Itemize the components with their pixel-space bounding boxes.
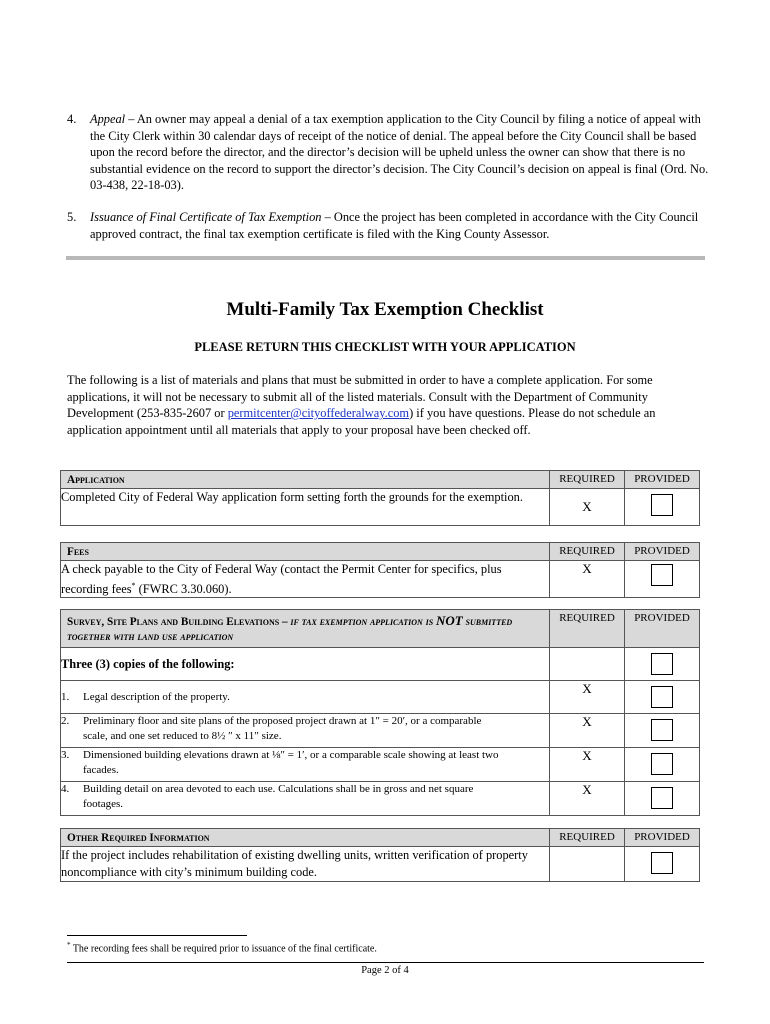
checklist-title: Multi-Family Tax Exemption Checklist	[226, 299, 544, 320]
permit-center-email-link[interactable]: permitcenter@cityoffederalway.com	[227, 406, 410, 421]
provided-header: PROVIDED	[625, 610, 700, 648]
provided-header: PROVIDED	[625, 471, 700, 489]
item-4-text: Appeal – An owner may appeal a denial of a tax exemption application to the City Council by filing a notice of appeal with the City Clerk within 30 calendar days of receipt of the notice of denial. The appeal before the City Council shall be based upon the record before the director, and the director’s decision will be upheld unless the owner can show that there is no substantial evidence on the record to support the director’s decision. The City Council’s decision on appeal is final (Ord. No. 03-438, 22-18-03).	[90, 112, 709, 193]
survey-item-3: 3. Dimensioned building elevations drawn at ⅛″ = 1′, or a comparable scale showing at least two facades.	[61, 748, 550, 782]
item-4-number: 4.	[67, 112, 77, 126]
copies-heading: Three (3) copies of the following:	[61, 648, 550, 681]
item-4-heading: Appeal	[90, 112, 126, 126]
fees-table	[60, 542, 700, 598]
provided-checkbox[interactable]	[651, 494, 673, 516]
required-mark: X	[550, 489, 625, 526]
provided-checkbox[interactable]	[651, 719, 673, 741]
provided-header: PROVIDED	[625, 543, 700, 561]
other-info-table	[60, 828, 700, 882]
survey-item-2: 2. Preliminary floor and site plans of the proposed project drawn at 1″ = 20′, or a comparable scale, and one set reduced to 8½ ″ x 11″ size.	[61, 714, 550, 748]
footnote-rule	[67, 935, 247, 936]
survey-item-1: 1. Legal description of the property.	[61, 681, 550, 714]
required-header: REQUIRED	[550, 829, 625, 847]
other-info-item: If the project includes rehabilitation of existing dwelling units, written verification of property noncompliance with city’s minimum building code.	[61, 847, 550, 882]
application-header: Application	[61, 471, 550, 489]
required-mark: X	[550, 782, 625, 816]
other-info-header: Other Required Information	[61, 829, 550, 847]
provided-checkbox[interactable]	[651, 753, 673, 775]
provided-checkbox[interactable]	[651, 564, 673, 586]
provided-header: PROVIDED	[625, 829, 700, 847]
required-header: REQUIRED	[550, 471, 625, 489]
provided-checkbox[interactable]	[651, 787, 673, 809]
footer-rule	[67, 962, 704, 963]
required-mark: X	[550, 561, 625, 598]
required-mark: X	[550, 714, 625, 748]
required-header: REQUIRED	[550, 610, 625, 648]
item-5-text: Issuance of Final Certificate of Tax Exemption – Once the project has been completed in accordance with the City Council approved contract, the final tax exemption certificate is filed with the King County Assessor.	[90, 210, 699, 241]
fees-header: Fees	[61, 543, 550, 561]
required-mark: X	[550, 681, 625, 714]
required-header: REQUIRED	[550, 543, 625, 561]
provided-checkbox[interactable]	[651, 686, 673, 708]
survey-table	[60, 609, 700, 816]
provided-checkbox[interactable]	[651, 653, 673, 675]
checklist-intro: The following is a list of materials and plans that must be submitted in order to have a complete application. For some applications, it will not be necessary to submit all of the listed materials. Consult with the Department of Community Development (253-835-2607 or permitcenter@cityoffederalway.com) if you have questions. Please do not schedule an application appointment until all materials that apply to your proposal have been checked off.	[67, 373, 656, 437]
fees-item: A check payable to the City of Federal Way (contact the Permit Center for specifics, plus recording fees* (FWRC 3.30.060).	[61, 561, 550, 598]
item-5-heading: Issuance of Final Certificate of Tax Exemption	[90, 210, 322, 224]
survey-item-4: 4. Building detail on area devoted to each use. Calculations shall be in gross and net square footages.	[61, 782, 550, 816]
survey-header: Survey, Site Plans and Building Elevations – if tax exemption application is NOT submitted together with land use application	[61, 610, 550, 648]
application-form-item: Completed City of Federal Way application form setting forth the grounds for the exemption.	[61, 489, 550, 526]
checklist-subtitle: PLEASE RETURN THIS CHECKLIST WITH YOUR APPLICATION	[194, 340, 576, 354]
item-5-number: 5.	[67, 210, 77, 224]
page-number: Page 2 of 4	[361, 965, 409, 976]
footnote: * The recording fees shall be required prior to issuance of the final certificate.	[67, 941, 377, 955]
application-table	[60, 470, 700, 526]
section-divider	[66, 256, 705, 260]
required-mark: X	[550, 748, 625, 782]
provided-checkbox[interactable]	[651, 852, 673, 874]
